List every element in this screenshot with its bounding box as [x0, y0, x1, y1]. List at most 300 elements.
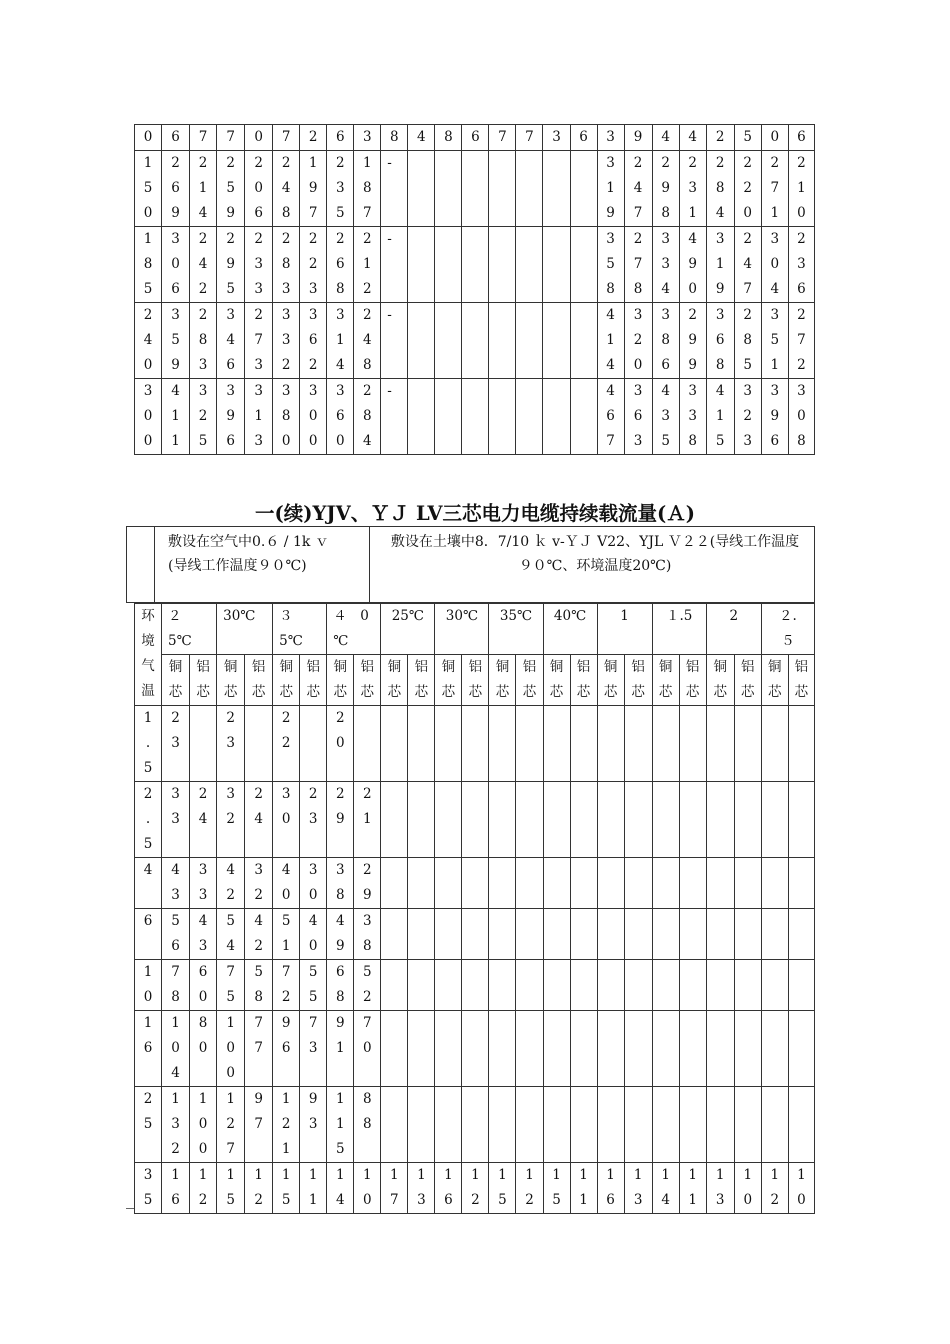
current-value-cell — [570, 909, 597, 960]
current-value-cell — [734, 782, 761, 858]
current-value-cell: 1 1 5 — [327, 1087, 354, 1163]
top-table-cell: 0 — [245, 125, 273, 151]
current-value-cell — [408, 858, 435, 909]
current-value-cell: 7 7 — [245, 1011, 273, 1087]
top-table-cell: 2 9 8 — [652, 151, 679, 227]
current-value-cell: 1 2 7 — [217, 1087, 245, 1163]
top-table-cell: 3 4 6 — [217, 303, 245, 379]
current-value-cell: 2 3 — [217, 706, 245, 782]
current-value-cell — [734, 858, 761, 909]
current-data-row — [135, 960, 815, 1011]
current-value-cell — [516, 1011, 543, 1087]
top-table-cell: 3 6 3 — [624, 379, 652, 455]
copper-core-label: 铜 芯 — [761, 655, 788, 706]
core-type-row — [135, 655, 815, 706]
current-data-row — [135, 1163, 815, 1214]
current-value-cell: 1 2 1 — [273, 1087, 300, 1163]
current-data-row — [135, 909, 815, 960]
top-table-cell — [570, 303, 597, 379]
temperature-header-cell: 1 — [597, 604, 652, 655]
current-value-cell: 1 3 — [624, 1163, 652, 1214]
current-value-cell: 5 5 — [300, 960, 327, 1011]
current-value-cell — [788, 1011, 814, 1087]
top-table-cell — [516, 379, 543, 455]
top-table-cell: 1 8 7 — [354, 151, 381, 227]
top-table-cell: 4 — [679, 125, 706, 151]
current-value-cell: 2 4 — [190, 782, 217, 858]
current-value-cell — [435, 960, 462, 1011]
aluminum-core-label: 铝 芯 — [624, 655, 652, 706]
top-table-cell — [408, 303, 435, 379]
current-value-cell — [679, 706, 706, 782]
current-value-cell — [543, 1087, 570, 1163]
temperature-header-cell: ４ 0 ℃ — [327, 604, 381, 655]
current-value-cell: 2 3 — [162, 706, 190, 782]
current-value-cell — [516, 960, 543, 1011]
top-table-cell: 2 1 4 — [190, 151, 217, 227]
current-value-cell — [679, 858, 706, 909]
top-table-cell — [543, 379, 570, 455]
top-table-cell: 3 2 5 — [190, 379, 217, 455]
laying-condition-header — [126, 526, 815, 603]
current-value-cell: 3 2 — [217, 782, 245, 858]
current-value-cell: 1 2 — [516, 1163, 543, 1214]
top-table-cell — [543, 227, 570, 303]
top-table-cell: 4 — [408, 125, 435, 151]
cross-section-cell: 6 — [135, 909, 162, 960]
top-table-cell — [435, 303, 462, 379]
top-table-cell — [408, 227, 435, 303]
current-value-cell — [679, 909, 706, 960]
current-value-cell — [516, 706, 543, 782]
top-table-cell: 2 4 0 — [135, 303, 162, 379]
cross-section-cell: 4 — [135, 858, 162, 909]
current-value-cell: 1 4 — [327, 1163, 354, 1214]
current-value-cell — [597, 1011, 624, 1087]
current-value-cell — [652, 858, 679, 909]
current-value-cell — [597, 960, 624, 1011]
top-table-cell: 2 7 3 — [245, 303, 273, 379]
current-value-cell — [570, 1087, 597, 1163]
current-value-cell — [516, 782, 543, 858]
current-value-cell — [435, 782, 462, 858]
current-value-cell — [788, 706, 814, 782]
top-table-cell: 2 6 9 — [162, 151, 190, 227]
current-value-cell — [462, 909, 489, 960]
current-value-cell — [679, 1011, 706, 1087]
current-value-cell — [788, 960, 814, 1011]
top-table-cell: 2 7 8 — [624, 227, 652, 303]
current-value-cell — [381, 1087, 408, 1163]
copper-core-label: 铜 芯 — [489, 655, 516, 706]
aluminum-core-label: 铝 芯 — [190, 655, 217, 706]
copper-core-label: 铜 芯 — [162, 655, 190, 706]
current-value-cell — [462, 858, 489, 909]
top-table-cell — [489, 151, 516, 227]
current-value-cell — [570, 1011, 597, 1087]
current-value-cell: 1 0 — [734, 1163, 761, 1214]
top-table-cell: - — [381, 151, 408, 227]
top-table-cell: 3 5 1 — [761, 303, 788, 379]
current-value-cell: 4 2 — [245, 909, 273, 960]
current-value-cell: 1 0 — [354, 1163, 381, 1214]
current-value-cell — [543, 960, 570, 1011]
header-blank-cell — [127, 527, 155, 602]
current-value-cell — [679, 1087, 706, 1163]
top-table-row — [135, 303, 815, 379]
bottom-current-table — [134, 603, 815, 1214]
current-value-cell: 4 2 — [217, 858, 245, 909]
temperature-header-cell: ３ 5℃ — [273, 604, 327, 655]
copper-core-label: 铜 芯 — [217, 655, 245, 706]
current-value-cell: 3 3 — [162, 782, 190, 858]
aluminum-core-label: 铝 芯 — [245, 655, 273, 706]
current-value-cell: 1 6 — [162, 1163, 190, 1214]
current-value-cell: 1 3 2 — [162, 1087, 190, 1163]
top-table-cell: 4 1 1 — [162, 379, 190, 455]
current-value-cell — [408, 960, 435, 1011]
top-table-cell: 3 0 0 — [300, 379, 327, 455]
current-value-cell: 1 6 — [597, 1163, 624, 1214]
current-value-cell — [570, 706, 597, 782]
current-value-cell — [543, 1011, 570, 1087]
current-value-cell: 7 8 — [162, 960, 190, 1011]
copper-core-label: 铜 芯 — [273, 655, 300, 706]
top-table-cell — [462, 379, 489, 455]
top-table-cell: 2 — [706, 125, 734, 151]
top-table-cell: 4 1 5 — [706, 379, 734, 455]
current-value-cell — [462, 1011, 489, 1087]
current-value-cell — [706, 782, 734, 858]
temperature-header-cell: 30℃ — [217, 604, 273, 655]
current-value-cell — [408, 1011, 435, 1087]
top-table-cell: 2 8 5 — [734, 303, 761, 379]
top-table-cell — [516, 227, 543, 303]
top-table-cell: 2 9 9 — [679, 303, 706, 379]
current-value-cell: 1 0 4 — [162, 1011, 190, 1087]
current-value-cell: 4 3 — [162, 858, 190, 909]
current-value-cell — [462, 706, 489, 782]
top-table-cell: 2 7 2 — [788, 303, 814, 379]
aluminum-core-label: 铝 芯 — [570, 655, 597, 706]
current-value-cell — [381, 858, 408, 909]
top-table-cell: 1 8 5 — [135, 227, 162, 303]
current-value-cell: 5 4 — [217, 909, 245, 960]
top-table-cell: 4 1 4 — [597, 303, 624, 379]
aluminum-core-label: 铝 芯 — [354, 655, 381, 706]
temperature-header-cell: 25℃ — [381, 604, 435, 655]
current-value-cell: 1 1 — [679, 1163, 706, 1214]
top-table-cell — [516, 303, 543, 379]
current-value-cell: 1 0 — [788, 1163, 814, 1214]
current-value-cell: 1 5 — [489, 1163, 516, 1214]
top-table-cell — [408, 151, 435, 227]
current-value-cell — [435, 858, 462, 909]
cross-section-cell: 1 6 — [135, 1011, 162, 1087]
temperature-header-cell: 2 — [706, 604, 761, 655]
current-value-cell — [761, 960, 788, 1011]
current-value-cell: 7 0 — [354, 1011, 381, 1087]
current-value-cell: 1 3 — [408, 1163, 435, 1214]
top-table-cell: 7 — [190, 125, 217, 151]
current-value-cell: 2 2 — [273, 706, 300, 782]
current-value-cell — [543, 782, 570, 858]
top-table-cell: 3 3 2 — [273, 303, 300, 379]
top-table-cell: 4 6 7 — [597, 379, 624, 455]
current-value-cell — [408, 782, 435, 858]
top-table-row — [135, 227, 815, 303]
current-value-cell: 3 0 — [300, 858, 327, 909]
aluminum-core-label: 铝 芯 — [734, 655, 761, 706]
current-value-cell: 6 0 — [190, 960, 217, 1011]
top-table-cell: 2 6 8 — [327, 227, 354, 303]
top-table-cell: 3 6 8 — [706, 303, 734, 379]
aluminum-core-label: 铝 芯 — [462, 655, 489, 706]
current-value-cell: 2 9 — [327, 782, 354, 858]
copper-core-label: 铜 芯 — [327, 655, 354, 706]
current-value-cell: 5 1 — [273, 909, 300, 960]
current-value-cell: 9 6 — [273, 1011, 300, 1087]
table-title: 一(续)YJV、ＹＪ LV三芯电力电缆持续载流量(Ａ) — [255, 502, 695, 525]
current-value-cell: 1 0 0 — [190, 1087, 217, 1163]
top-table-cell: 7 — [489, 125, 516, 151]
top-table-cell: 6 — [462, 125, 489, 151]
current-value-cell — [597, 782, 624, 858]
current-value-cell: 2 0 — [327, 706, 354, 782]
current-value-cell — [679, 960, 706, 1011]
current-value-cell — [706, 1087, 734, 1163]
current-value-cell — [624, 1011, 652, 1087]
current-value-cell — [435, 1087, 462, 1163]
current-value-cell: 1 5 — [543, 1163, 570, 1214]
current-value-cell — [624, 858, 652, 909]
current-value-cell — [734, 1011, 761, 1087]
copper-core-label: 铜 芯 — [381, 655, 408, 706]
current-value-cell: 1 1 — [570, 1163, 597, 1214]
current-value-cell — [543, 706, 570, 782]
top-table-cell: 8 — [381, 125, 408, 151]
current-value-cell — [489, 782, 516, 858]
current-value-cell — [354, 706, 381, 782]
current-value-cell — [761, 1011, 788, 1087]
top-table-cell: 4 — [652, 125, 679, 151]
top-table-cell: 2 2 0 — [734, 151, 761, 227]
top-table-cell: 8 — [435, 125, 462, 151]
current-value-cell — [734, 909, 761, 960]
current-value-cell: 5 2 — [354, 960, 381, 1011]
top-table-cell: 2 8 4 — [354, 379, 381, 455]
top-table-cell — [570, 379, 597, 455]
current-value-cell — [381, 960, 408, 1011]
top-table-cell: 3 1 3 — [245, 379, 273, 455]
current-data-row — [135, 706, 815, 782]
current-value-cell — [381, 782, 408, 858]
top-table-cell: 3 1 9 — [706, 227, 734, 303]
top-table-cell: 3 3 8 — [679, 379, 706, 455]
current-value-cell — [462, 782, 489, 858]
top-table-cell: 7 — [516, 125, 543, 151]
top-table-cell — [462, 151, 489, 227]
top-table-row — [135, 379, 815, 455]
top-table-cell: 3 — [354, 125, 381, 151]
top-table-cell — [435, 379, 462, 455]
copper-core-label: 铜 芯 — [435, 655, 462, 706]
top-table-cell: 2 3 3 — [245, 227, 273, 303]
current-value-cell — [190, 706, 217, 782]
top-table-cell: 2 5 9 — [217, 151, 245, 227]
current-value-cell — [489, 909, 516, 960]
current-value-cell — [516, 1087, 543, 1163]
current-value-cell: 3 0 — [273, 782, 300, 858]
copper-core-label: 铜 芯 — [543, 655, 570, 706]
top-table-cell: 3 2 3 — [734, 379, 761, 455]
top-table-cell: 2 4 7 — [734, 227, 761, 303]
top-table-row — [135, 151, 815, 227]
top-table-cell: 7 — [273, 125, 300, 151]
cross-section-cell: 3 5 — [135, 1163, 162, 1214]
current-value-cell — [734, 960, 761, 1011]
current-value-cell: 8 8 — [354, 1087, 381, 1163]
current-value-cell: 3 8 — [354, 909, 381, 960]
top-table-cell: 0 — [761, 125, 788, 151]
top-table-cell: 2 3 6 — [788, 227, 814, 303]
current-value-cell — [652, 782, 679, 858]
current-value-cell — [706, 706, 734, 782]
top-table-cell: 2 4 8 — [273, 151, 300, 227]
top-table-cell: 3 8 6 — [652, 303, 679, 379]
current-value-cell: 1 7 — [381, 1163, 408, 1214]
top-table-cell: 1 5 0 — [135, 151, 162, 227]
current-value-cell — [706, 960, 734, 1011]
top-table-cell: 2 8 3 — [273, 227, 300, 303]
current-value-cell: 1 2 — [462, 1163, 489, 1214]
current-value-cell — [652, 1011, 679, 1087]
current-value-cell — [489, 706, 516, 782]
temperature-header-cell: ２. ５ — [761, 604, 814, 655]
top-table-cell: 3 9 6 — [761, 379, 788, 455]
top-table-cell: 2 2 3 — [300, 227, 327, 303]
current-value-cell: 1 0 0 — [217, 1011, 245, 1087]
current-value-cell — [597, 1087, 624, 1163]
top-table-cell: 2 7 1 — [761, 151, 788, 227]
aluminum-core-label: 铝 芯 — [679, 655, 706, 706]
current-value-cell: 1 6 — [435, 1163, 462, 1214]
current-value-cell — [381, 909, 408, 960]
top-table-cell: - — [381, 227, 408, 303]
top-table-cell: 3 5 9 — [162, 303, 190, 379]
current-value-cell — [624, 960, 652, 1011]
current-value-cell: 5 8 — [245, 960, 273, 1011]
current-value-cell — [788, 858, 814, 909]
top-table-cell: 6 — [788, 125, 814, 151]
top-table-cell: 2 4 7 — [624, 151, 652, 227]
current-value-cell — [652, 909, 679, 960]
top-table-cell — [543, 303, 570, 379]
current-value-cell: 2 4 — [245, 782, 273, 858]
top-table-cell — [435, 227, 462, 303]
top-table-cell — [570, 151, 597, 227]
top-table-cell: 3 5 8 — [597, 227, 624, 303]
top-table-cell: 0 — [135, 125, 162, 151]
current-value-cell — [788, 1087, 814, 1163]
current-value-cell — [543, 858, 570, 909]
temperature-header-cell: １.5 — [652, 604, 706, 655]
current-data-row — [135, 858, 815, 909]
current-value-cell: 1 5 — [217, 1163, 245, 1214]
current-value-cell — [462, 960, 489, 1011]
current-value-cell — [408, 1087, 435, 1163]
top-table-cell: 3 2 0 — [624, 303, 652, 379]
top-table-cell: 3 6 0 — [327, 379, 354, 455]
current-value-cell — [597, 909, 624, 960]
temperature-header-cell: 35℃ — [489, 604, 543, 655]
top-table-cell: 3 0 8 — [788, 379, 814, 455]
current-value-cell — [761, 858, 788, 909]
current-value-cell: 8 0 — [190, 1011, 217, 1087]
current-value-cell — [516, 909, 543, 960]
current-value-cell: 6 8 — [327, 960, 354, 1011]
top-table-cell — [489, 227, 516, 303]
top-table-cell — [570, 227, 597, 303]
current-value-cell: 1 3 — [706, 1163, 734, 1214]
current-data-row — [135, 1087, 815, 1163]
current-data-row — [135, 1011, 815, 1087]
current-value-cell: 7 5 — [217, 960, 245, 1011]
current-value-cell — [489, 1011, 516, 1087]
current-value-cell — [706, 858, 734, 909]
current-value-cell — [381, 706, 408, 782]
current-value-cell — [788, 909, 814, 960]
current-value-cell: 2 1 — [354, 782, 381, 858]
aluminum-core-label: 铝 芯 — [408, 655, 435, 706]
cross-section-cell: 1 0 — [135, 960, 162, 1011]
current-value-cell: 1 2 — [245, 1163, 273, 1214]
current-value-cell: 5 6 — [162, 909, 190, 960]
top-table-cell: 3 0 0 — [135, 379, 162, 455]
top-table-cell: 2 3 5 — [327, 151, 354, 227]
top-table-cell — [462, 227, 489, 303]
top-table-cell: 3 1 9 — [597, 151, 624, 227]
top-table-cell: 6 — [162, 125, 190, 151]
current-value-cell — [761, 706, 788, 782]
current-value-cell — [408, 706, 435, 782]
current-value-cell — [652, 960, 679, 1011]
current-value-cell — [516, 858, 543, 909]
current-data-row — [135, 782, 815, 858]
current-value-cell — [435, 1011, 462, 1087]
current-value-cell — [706, 909, 734, 960]
top-table-cell: - — [381, 379, 408, 455]
current-value-cell: 1 5 — [273, 1163, 300, 1214]
current-value-cell: 4 0 — [273, 858, 300, 909]
top-table-cell — [489, 303, 516, 379]
top-table-cell: 3 6 2 — [300, 303, 327, 379]
current-value-cell: 7 2 — [273, 960, 300, 1011]
top-table-cell: 4 9 0 — [679, 227, 706, 303]
top-table-cell — [408, 379, 435, 455]
copper-core-label: 铜 芯 — [652, 655, 679, 706]
aluminum-core-label: 铝 芯 — [516, 655, 543, 706]
top-table-cell: 2 1 0 — [788, 151, 814, 227]
current-value-cell — [734, 706, 761, 782]
current-value-cell: 7 3 — [300, 1011, 327, 1087]
current-value-cell — [300, 706, 327, 782]
temperature-header-row — [135, 604, 815, 655]
top-table-cell: 3 — [597, 125, 624, 151]
top-table-cell: 5 — [734, 125, 761, 151]
current-value-cell — [597, 706, 624, 782]
ambient-temp-label: 环 境 气 温 — [135, 604, 162, 706]
